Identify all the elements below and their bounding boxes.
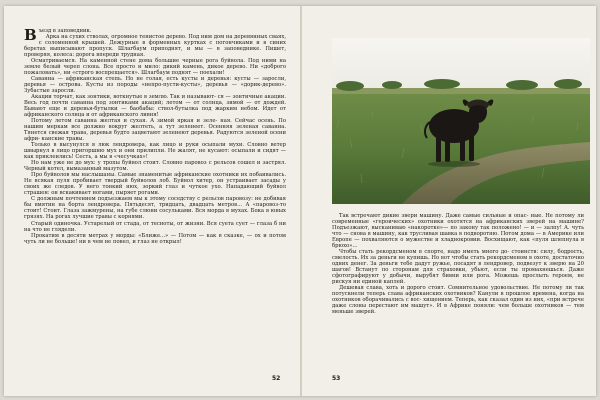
paragraph: Потому летом саванна желтая и сухая. А зимой яркая и зеле- ная. Сейчас осень. По нашим меркам все должно вокруг желтеть, а тут зеленеет. Осенняя зеленая саванна. Тянется свежая трава, деревья будто зацветают зеленеют деревья. Радуются зеленой осени афри- канские травы. [24,118,286,143]
book-spread [4,6,596,396]
buffalo-photo [332,38,590,204]
paragraph: Въезд в заповедник. [24,26,92,44]
paragraph: Акации торчат, как зонтики, воткнутые в землю. Так и называют- ся — зонтичные акации. Весь год почти саванна под зонтиками акаций; летом — от солнца, зимой — от дождей. Бывают еще и деревья-бутылки — баобабы: ствол-бутылка под жарким небом. Идет от африканского солнца и от африканского ливня! [24,94,286,119]
paragraph: Но нам уже не до мух: у тропы буйвол стоит. Словно паровоз с рельсов сошел и застрял. Черный котел, вымазанный мазутом. [24,160,286,173]
paragraph: Так встречают дикие звери машину. Даже самые сильные и опас- ные. Не потому ли современные «героических» охотники охотятся на африканских зверей на машине? Подъезжают, высканиваю «накоротке»— по закону так положено! — и — залпу! А. чуть что — снова в машину, как трусливая шавка в подворотню. Потом дома — в Америке или Европе — похваляются о мужестве и хладнокровии. Восхищают, как «пуля шлепнула в брюхо»... [332,213,584,249]
paragraph: Прокатим в десяти метрах у морды: «Ближе...» — Потом — как в сказке, — ох и потом чуть ли не больше! ни в чем не повел, и глаз не открыл! [24,232,286,245]
page-number-right: 53 [332,375,341,382]
drop-cap: В [24,26,37,44]
paragraph: Старый одиночка. Устарелый от стада, от тесноты, от жизни. Вся суета сует — глаза б ни на что не глядели. [24,220,286,233]
page-number-left: 52 [272,375,281,382]
right-page [302,6,596,396]
paragraph: Чтобы стать рекордсменом в спорте, надо иметь много до- стоинств: силу, бодрость, смелость. Их за деньги не купишь. Но вот чтобы стать рекордсменом в охоте, достаточно одних денег. За деньги тебе дадут ружье, посадят в лендровер, подвезут к зверю на 20 шагов! Встанут по сторонам для страховки, убьют, если ты промахнешься. Даже сфотографируют у добычи, вырубят бивни или рога. Можешь прослыть героем, не рискуя ни единой каплей. [332,249,584,285]
paragraph: Про буйволов мы наслышаны. Самые знаменитые африканские охотники их побаивались. Не всякая пуля пробивает твердый буйволов лоб. Буйвол хитер, он устраивает засады у своих же следов. У него тонкий нюх, зоркий глаз и чуткое ухо. Нападающий буйвол страшен: он вскакивает ногами, пыряет рогами. [24,172,286,197]
paragraph: Арка на сухих стволах, огромное тенистое дерево. Под ним дом на деревянных сваях, с соломенной крышей. Дежурные в форменных куртках с погончиками и в синих беретах выписывают пропуск. Шлагбаум приподнят, и мы — в заповеднике. Пишет, проверяя, колеса: дорога впереди трудная. [24,34,286,59]
paragraph: Осматриваемся. На каменной стене дома большие черные рога буйвола. Под ними на земле белый череп слона. Все просто и мило: дикий камень, дикое дерево. Ни «доброго пожаловать», ни «строго воспрещается». Шлагбаум поднят — поехали! [24,58,286,77]
paragraph: Только в высунулся в люк лендровера, как лицо и руки осыпали мухи. Словно ветер швырнул в лицо пригоршню мух и они прилипли. Не жалят, не кусают: осыпали и сидят — как приклеились! Сесть, а мы в «чесучках»! [24,142,286,161]
paragraph: С должным почтением подъезжаем мы к этому соседству с рельсов паровозу: не добивая бы вмятин на борта лендровера. Пятьдесят, тридцать, двадцать метров... А «паровоз-то стоит! Стоит. Глаза зажмурены, на губе слюни сосульками. Вся морда в мухах. Бока в юных грязях. На рогах лучшие травы с корнями. [24,196,286,221]
buffalo-shadow [428,161,480,167]
left-text-column [24,28,286,245]
right-text-column [332,213,584,315]
left-page [4,6,300,396]
paragraph: Саванна — африканская степь. Но не голая, есть кусты и деревья: кусты — заросли, деревья — острова. Кусты из породы «непро-пусти-кусты», деревья — «дорик-дерево». Зубастые заросли. [24,76,286,95]
paragraph: Дешевая слава, хоть и дорого стоит. Сомнительное удовольствие. Не потому ли так потускнели теперь слава африканских охотников? Канули в прошлое времена, когда на охотников оборачивались с вос- хищением. Теперь, как сказал один из них, «при встрече даже слоны перестают им машут». И в Африке поняли: чем больше охотников — тем меньше зверей. [332,285,584,315]
